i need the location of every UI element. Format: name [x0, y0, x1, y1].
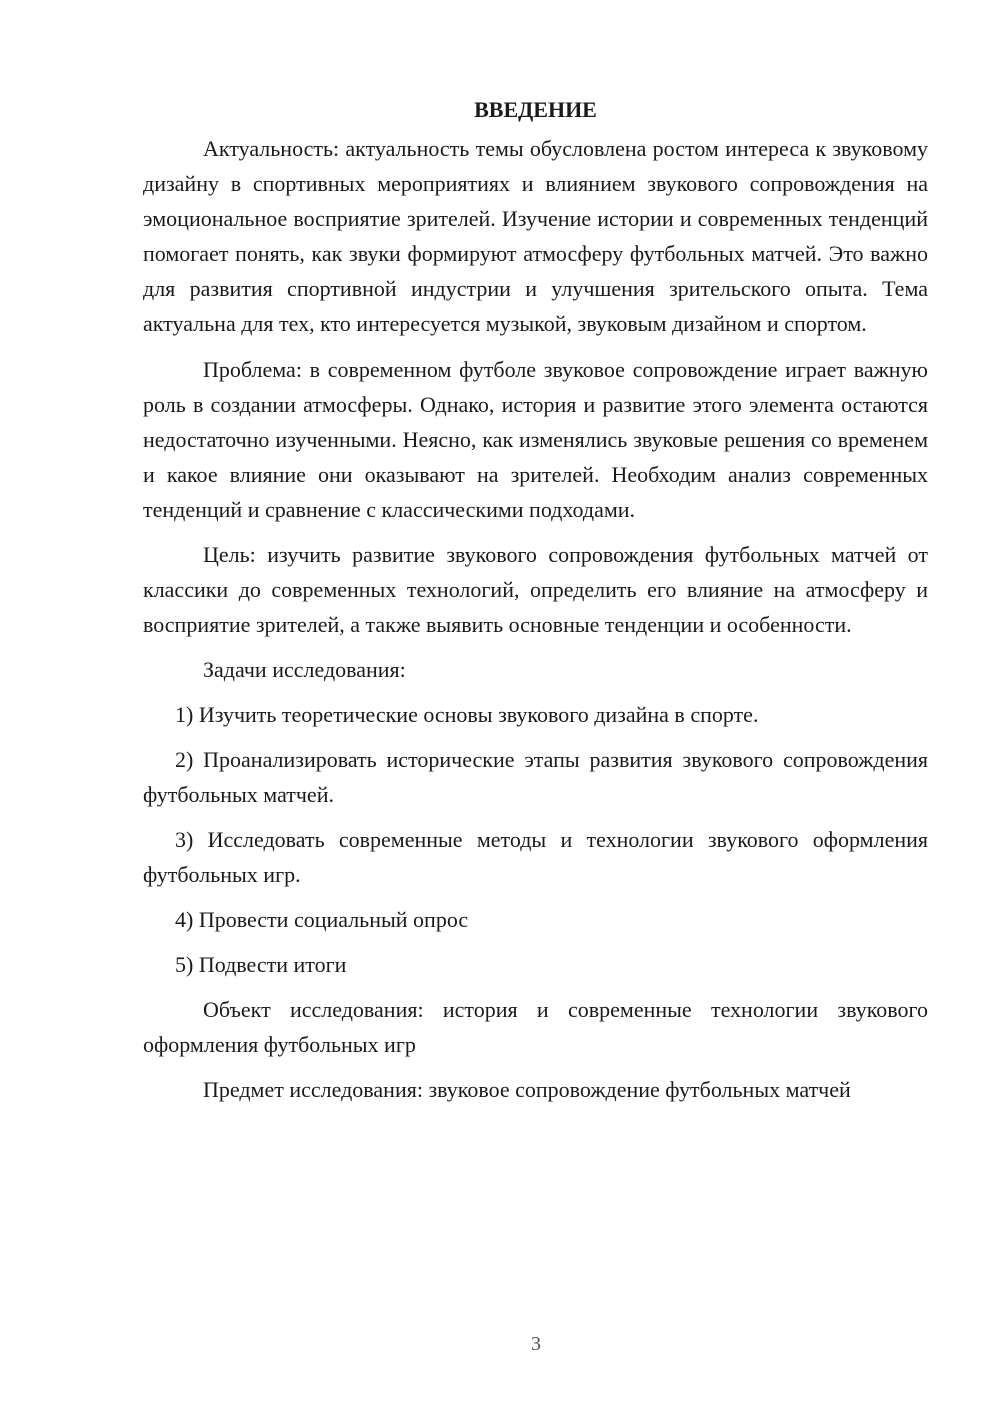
object-paragraph: Объект исследования: история и современные технологии звукового оформления футбольных игр: [143, 997, 928, 1057]
task-item-5: 5) Подвести итоги: [175, 952, 347, 977]
page-number: 3: [531, 1333, 541, 1355]
task-item-2: 2) Проанализировать исторические этапы развития звукового сопровождения футбольных матчей.: [143, 747, 928, 807]
problem-paragraph: Проблема: в современном футболе звуковое сопровождение играет важную роль в создании атмосферы. Однако, история и развитие этого элемента остаются недостаточно изученными. Неясно, как изменялись звуковые решения со временем и какое влияние они оказывают на зрителей. Необходим анализ современных тенденций и сравнение с классическими подходами.: [143, 357, 928, 522]
tasks-heading: Задачи исследования:: [203, 657, 406, 682]
subject-paragraph: Предмет исследования: звуковое сопровождение футбольных матчей: [203, 1077, 851, 1102]
goal-paragraph: Цель: изучить развитие звукового сопровождения футбольных матчей от классики до современных технологий, определить его влияние на атмосферу и восприятие зрителей, а также выявить основные тенденции и особенности.: [143, 542, 928, 637]
task-item-1: 1) Изучить теоретические основы звукового дизайна в спорте.: [175, 702, 759, 727]
page-content: [143, 92, 928, 1117]
page-title: ВВЕДЕНИЕ: [474, 97, 597, 122]
task-item-4: 4) Провести социальный опрос: [175, 907, 469, 932]
relevance-paragraph: Актуальность: актуальность темы обусловлена ростом интереса к звуковому дизайну в спортивных мероприятиях и влиянием звукового сопровождения на эмоциональное восприятие зрителей. Изучение истории и современных тенденций помогает понять, как звуки формируют атмосферу футбольных матчей. Это важно для развития спортивной индустрии и улучшения зрительского опыта. Тема актуальна для тех, кто интересуется музыкой, звуковым дизайном и спортом.: [143, 136, 928, 336]
task-item-3: 3) Исследовать современные методы и технологии звукового оформления футбольных игр.: [143, 827, 928, 887]
